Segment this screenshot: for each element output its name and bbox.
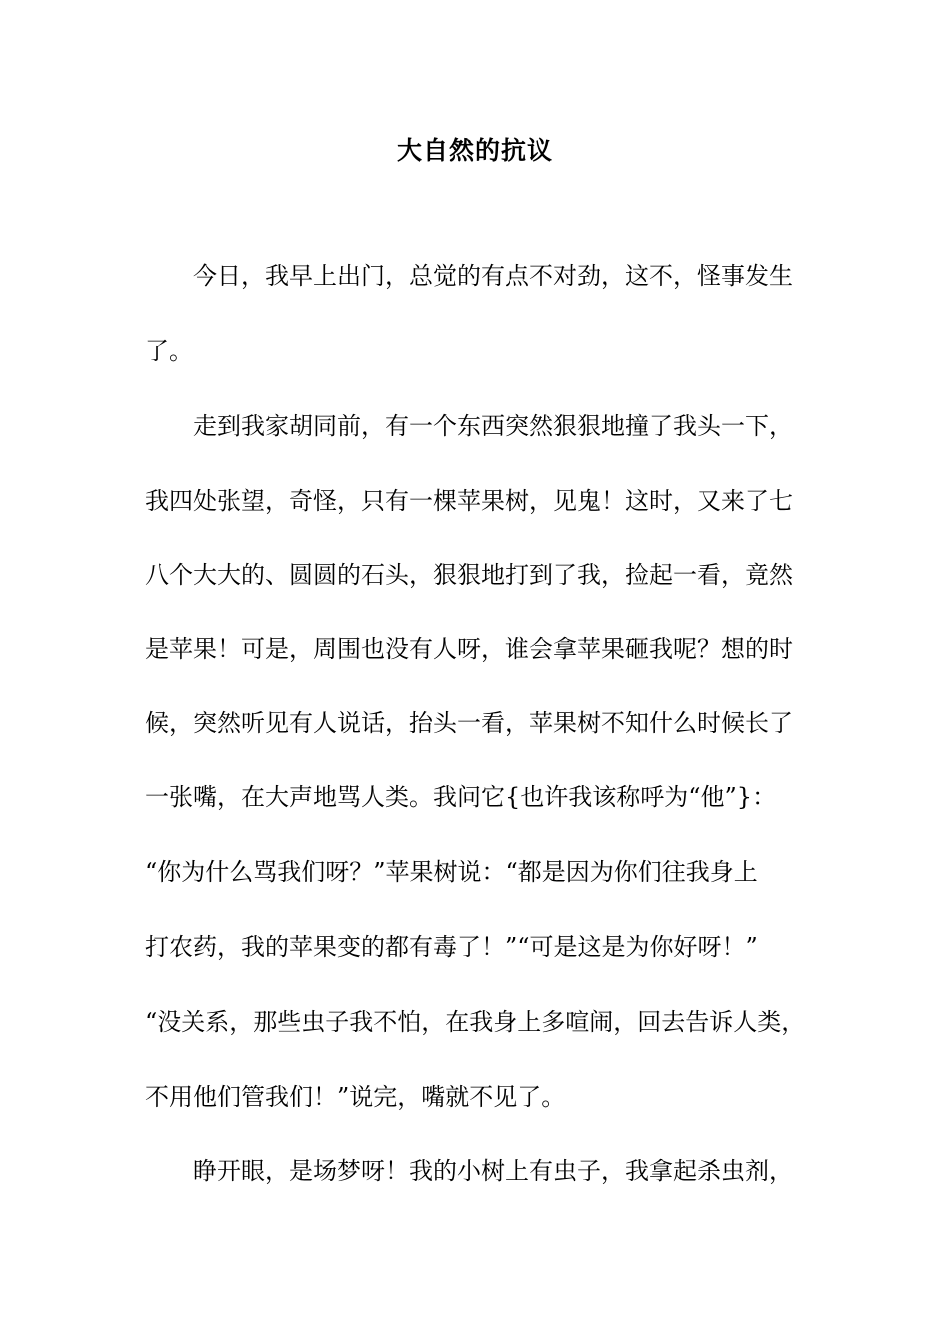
paragraph-line: 睁开眼，是场梦呀！我的小树上有虫子，我拿起杀虫剂，: [193, 1157, 793, 1185]
paragraph-line: 不用他们管我们！”说完，嘴就不见了。: [145, 1083, 566, 1111]
paragraph-line: 打农药，我的苹果变的都有毒了！”“可是这是为你好呀！”: [145, 933, 758, 961]
paragraph-line: 我四处张望，奇怪，只有一棵苹果树，见鬼！这时，又来了七: [145, 487, 793, 515]
paragraph-line: “没关系，那些虫子我不怕，在我身上多喧闹，回去告诉人类，: [145, 1008, 806, 1036]
paragraph-line: 是苹果！可是，周围也没有人呀，谁会拿苹果砸我呢？想的时: [145, 635, 793, 663]
paragraph-line: 八个大大的、圆圆的石头，狠狠地打到了我，捡起一看，竟然: [145, 561, 793, 589]
paragraph-line: 走到我家胡同前，有一个东西突然狠狠地撞了我头一下，: [193, 412, 793, 440]
paragraph-line: “你为什么骂我们呀？”苹果树说：“都是因为你们往我身上: [145, 858, 758, 886]
paragraph-line: 今日，我早上出门，总觉的有点不对劲，这不，怪事发生: [193, 262, 793, 290]
paragraph-line: 了。: [145, 337, 193, 365]
paragraph-line: 候，突然听见有人说话，抬头一看，苹果树不知什么时候长了: [145, 709, 793, 737]
document-title: 大自然的抗议: [396, 136, 553, 165]
paragraph-line: 一张嘴，在大声地骂人类。我问它{也许我该称呼为“他”}：: [145, 783, 777, 811]
